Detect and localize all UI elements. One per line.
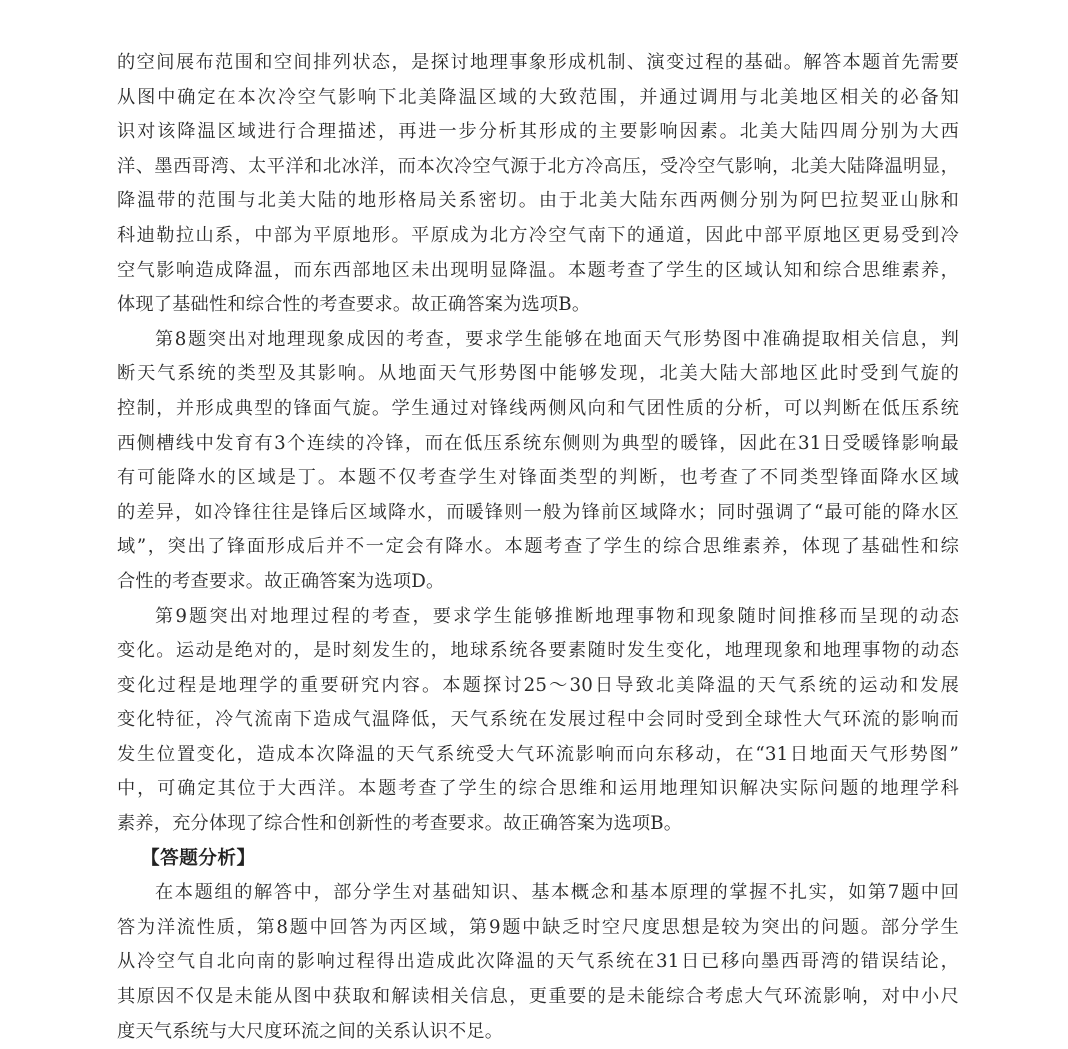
text-line: 体现了基础性和综合性的考查要求。故正确答案为选项B。 [117, 294, 591, 316]
text-line: 有可能降水的区域是丁。本题不仅考查学生对锋面类型的判断，也考查了不同类型锋面降水区域 [117, 467, 959, 489]
text-line: 从冷空气自北向南的影响过程得出造成此次降温的天气系统在31日已移向墨西哥湾的错误结论， [117, 951, 959, 973]
text-line: 的差异，如冷锋往往是锋后区域降水，而暖锋则一般为锋前区域降水；同时强调了“最可能的降水区 [117, 501, 959, 523]
text-line: 其原因不仅是未能从图中获取和解读相关信息，更重要的是未能综合考虑大气环流影响，对中小尺 [117, 986, 959, 1008]
text-line: 合性的考查要求。故正确答案为选项D。 [117, 570, 445, 592]
text-line: 西侧槽线中发育有3个连续的冷锋，而在低压系统东侧则为典型的暖锋，因此在31日受暖锋影响最 [117, 432, 959, 454]
text-line: 空气影响造成降温，而东西部地区未出现明显降温。本题考查了学生的区域认知和综合思维素养， [117, 259, 959, 281]
document-page [117, 46, 959, 1049]
text-line: 素养，充分体现了综合性和创新性的考查要求。故正确答案为选项B。 [117, 813, 683, 835]
text-line: 控制，并形成典型的锋面气旋。学生通过对锋线两侧风向和气团性质的分析，可以判断在低压系统 [117, 397, 959, 419]
text-line: 域”，突出了锋面形成后并不一定会有降水。本题考查了学生的综合思维素养，体现了基础性和综 [117, 536, 959, 558]
text-line: 识对该降温区域进行合理描述，再进一步分析其形成的主要影响因素。北美大陆四周分别为大西 [117, 121, 959, 143]
text-line: 断天气系统的类型及其影响。从地面天气形势图中能够发现，北美大陆大部地区此时受到气旋的 [117, 363, 959, 385]
section-heading-answer-analysis: 【答题分析】 [141, 847, 256, 869]
text-line: 发生位置变化，造成本次降温的天气系统受大气环流影响而向东移动，在“31日地面天气形势图” [117, 743, 959, 765]
text-line: 降温带的范围与北美大陆的地形格局关系密切。由于北美大陆东西两侧分别为阿巴拉契亚山脉和 [117, 190, 959, 212]
text-line: 中，可确定其位于大西洋。本题考查了学生的综合思维和运用地理知识解决实际问题的地理学科 [117, 778, 959, 800]
text-line: 变化过程是地理学的重要研究内容。本题探讨25～30日导致北美降温的天气系统的运动和发展 [117, 674, 959, 696]
text-line: 答为洋流性质，第8题中回答为丙区域，第9题中缺乏时空尺度思想是较为突出的问题。部分学生 [117, 916, 959, 938]
text-line: 科迪勒拉山系，中部为平原地形。平原成为北方冷空气南下的通道，因此中部平原地区更易受到冷 [117, 224, 959, 246]
paragraph-question7-explanation [117, 46, 959, 323]
paragraph-answer-analysis [117, 876, 959, 1049]
text-line: 的空间展布范围和空间排列状态，是探讨地理事象形成机制、演变过程的基础。解答本题首先需要 [117, 52, 959, 73]
text-line: 度天气系统与大尺度环流之间的关系认识不足。 [117, 1020, 504, 1042]
text-line: 从图中确定在本次冷空气影响下北美降温区域的大致范围，并通过调用与北美地区相关的必备知 [117, 86, 959, 108]
text-line: 洋、墨西哥湾、太平洋和北冰洋，而本次冷空气源于北方冷高压，受冷空气影响，北美大陆降温明显， [117, 155, 959, 177]
text-line: 变化特征，冷气流南下造成气温降低，天气系统在发展过程中会同时受到全球性大气环流的影响而 [117, 709, 959, 731]
paragraph-question9-explanation [117, 600, 959, 842]
text-line: 第8题突出对地理现象成因的考查，要求学生能够在地面天气形势图中准确提取相关信息，判 [155, 328, 959, 350]
paragraph-question8-explanation [117, 323, 959, 600]
text-line: 变化。运动是绝对的，是时刻发生的，地球系统各要素随时发生变化，地理现象和地理事物的动态 [117, 640, 959, 662]
text-line: 第9题突出对地理过程的考查，要求学生能够推断地理事物和现象随时间推移而呈现的动态 [155, 605, 959, 627]
text-line: 在本题组的解答中，部分学生对基础知识、基本概念和基本原理的掌握不扎实，如第7题中回 [155, 882, 959, 904]
